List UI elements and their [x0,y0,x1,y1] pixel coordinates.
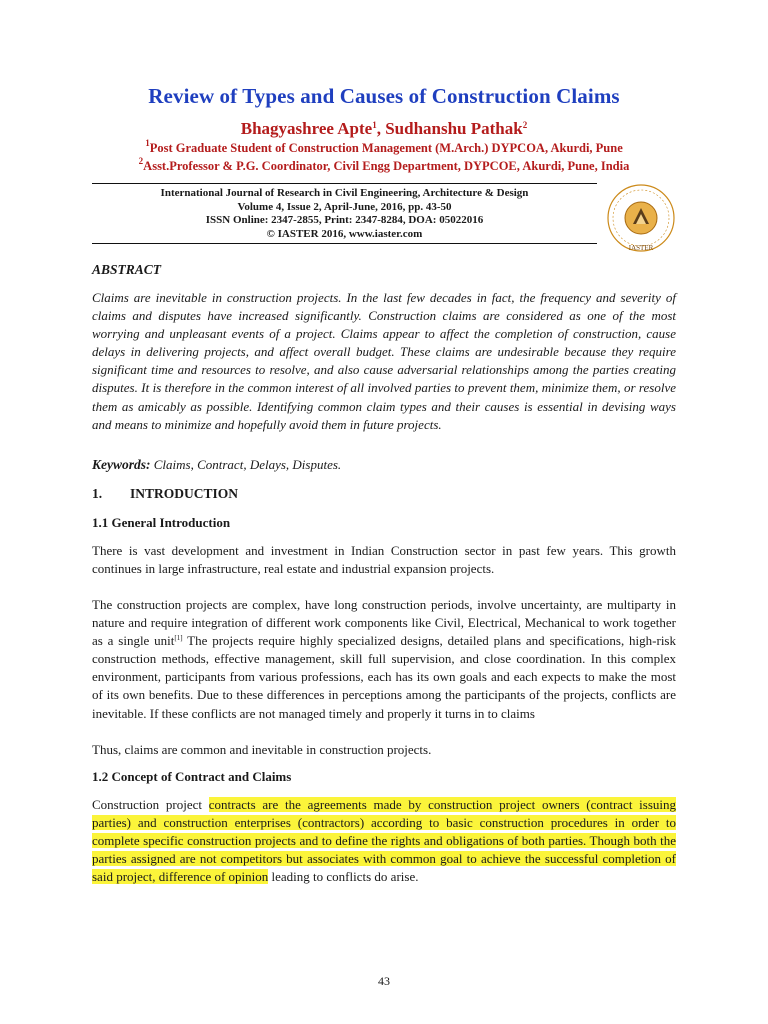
paragraph-contract-pre: Construction project [92,797,209,812]
logo-text: IASTER [628,244,654,252]
paper-title: Review of Types and Causes of Construction Claims [148,84,620,108]
highlighted-text: contracts are the agreements made by construction project owners (contract issuing parties) and construction enterprises (contractors) according to basic construction procedures in order to complete specific construction projects and to define the rights and obligations of both parties. Though both the parties assigned are not competitors but associates with common goal to achieve the successful completion of said project, difference of opinion [92,797,677,885]
author-2: Sudhanshu Pathak [385,119,523,138]
paragraph-complexity-part2: The projects require highly specialized designs, detailed plans and specifications, high-risk construction methods, effective management, skill full supervision, and close coordination. In this complex environment, participants from various professions, each has its own goals and each expects to make the most of its own benefits. Due to these differences in perceptions among the participants of the projects, conflicts are inevitable. If these conflicts are not managed timely and properly it turns in to claims [92,633,676,721]
keywords-line [92,457,341,473]
keywords-text: Claims, Contract, Delays, Disputes. [150,457,342,472]
subsection-heading-contract-claims: 1.2 Concept of Contract and Claims [92,769,292,784]
abstract-body: Claims are inevitable in construction projects. In the last few decades in fact, the frequency and severity of claims and disputes have increased significantly. Construction claims are considered as one of the most worrying and unpleasant events of a project. Claims appear to affect the completion of construction, cause delays in delivering projects, and affect overall budget. These claims are undesirable because they require significant time and resources to resolve, and also cause adversarial relationships among the parties creating disputes. It is therefore in the common interest of all involved parties to prevent them, minimize them, or resolve them as amicably as possible. Identifying common claim types and their causes is essential in devising ways and means to minimize and hopefully avoid them in future projects. [92,290,676,432]
affiliation-1-text: Post Graduate Student of Construction Management (M.Arch.) DYPCOA, Akurdi, Pune [149,141,623,155]
iaster-seal-icon [603,180,679,256]
page-number: 43 [378,974,390,988]
paragraph-contract-concept [92,796,676,886]
journal-volume: Volume 4, Issue 2, April-June, 2016, pp. 43-50 [237,200,452,213]
section-number: 1. [92,486,103,501]
journal-name: International Journal of Research in Civil Engineering, Architecture & Design [160,187,529,199]
journal-bottom-rule [92,243,597,244]
section-title: INTRODUCTION [130,486,239,501]
citation-ref-1: [1] [174,634,183,643]
keywords-label: Keywords: [92,457,151,472]
author-2-affil-mark: 2 [522,120,528,130]
author-1: Bhagyashree Apte [240,119,373,138]
journal-info [92,187,597,241]
journal-copyright: © IASTER 2016, www.iaster.com [266,227,423,240]
paragraph-claims-common: Thus, claims are common and inevitable in construction projects. [92,742,432,757]
abstract-heading: ABSTRACT [92,262,162,277]
paragraph-complexity-part1: The construction projects are complex, have long construction periods, involve uncertainty, are multiparty in nature and require integration of different work components like Civil, Electrical, Mechanical to work together as a single unit [92,597,676,649]
section-heading-introduction [92,486,238,502]
affiliation-2-text: Asst.Professor & P.G. Coordinator, Civil Engg Department, DYPCOE, Akurdi, Pune, India [143,159,630,173]
paragraph-general-intro: There is vast development and investment in Indian Construction sector in past few years. This growth continues in large infrastructure, real estate and industrial expansion projects. [92,543,676,577]
affiliation-2-mark: 2 [138,156,144,166]
journal-top-rule [92,183,597,184]
subsection-heading-general-intro: 1.1 General Introduction [92,515,231,530]
paragraph-complexity [92,596,676,723]
affiliation-1-mark: 1 [145,138,150,148]
author-1-affil-mark: 1 [372,120,377,130]
journal-issn: ISSN Online: 2347-2855, Print: 2347-8284, DOA: 05022016 [205,214,484,226]
paragraph-contract-post: leading to conflicts do arise. [268,869,419,885]
affiliation-1 [0,138,768,156]
affiliation-2 [0,156,768,174]
author-separator: , [376,119,386,138]
author-line [0,119,768,139]
